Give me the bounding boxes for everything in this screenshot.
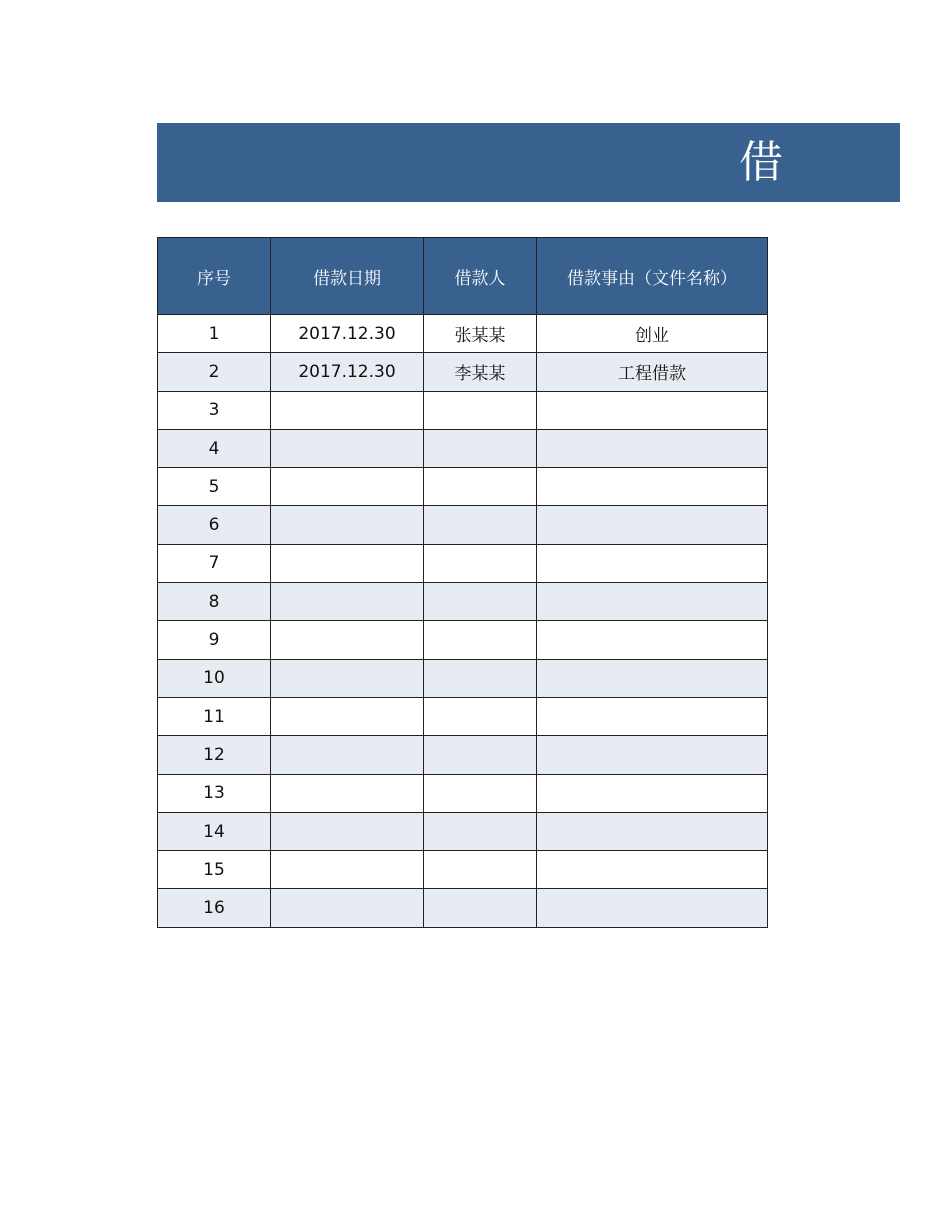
column-header-borrower: 借款人 xyxy=(424,238,537,315)
cell-borrower[interactable] xyxy=(424,812,537,850)
cell-borrower[interactable] xyxy=(424,659,537,697)
cell-index[interactable]: 5 xyxy=(158,468,271,506)
cell-index[interactable]: 15 xyxy=(158,851,271,889)
cell-index[interactable]: 11 xyxy=(158,697,271,735)
table-row xyxy=(158,391,768,429)
table-row xyxy=(158,736,768,774)
cell-index[interactable]: 13 xyxy=(158,774,271,812)
cell-reason[interactable] xyxy=(537,544,768,582)
cell-reason[interactable]: 创业 xyxy=(537,315,768,353)
cell-loan-date[interactable] xyxy=(271,697,424,735)
cell-reason[interactable] xyxy=(537,391,768,429)
cell-borrower[interactable]: 张某某 xyxy=(424,315,537,353)
cell-index[interactable]: 10 xyxy=(158,659,271,697)
cell-loan-date[interactable]: 2017.12.30 xyxy=(271,315,424,353)
cell-loan-date[interactable] xyxy=(271,583,424,621)
table-row xyxy=(158,544,768,582)
cell-borrower[interactable] xyxy=(424,697,537,735)
table-row xyxy=(158,468,768,506)
cell-index[interactable]: 16 xyxy=(158,889,271,927)
cell-index[interactable]: 1 xyxy=(158,315,271,353)
cell-borrower[interactable] xyxy=(424,621,537,659)
cell-loan-date[interactable] xyxy=(271,659,424,697)
cell-reason[interactable] xyxy=(537,889,768,927)
cell-loan-date[interactable] xyxy=(271,429,424,467)
table-body xyxy=(158,315,768,928)
cell-index[interactable]: 6 xyxy=(158,506,271,544)
cell-loan-date[interactable] xyxy=(271,391,424,429)
cell-loan-date[interactable] xyxy=(271,544,424,582)
table-row xyxy=(158,889,768,927)
cell-loan-date[interactable] xyxy=(271,468,424,506)
cell-borrower[interactable] xyxy=(424,774,537,812)
table-row xyxy=(158,621,768,659)
table-row xyxy=(158,429,768,467)
table-row xyxy=(158,353,768,391)
cell-loan-date[interactable] xyxy=(271,851,424,889)
cell-borrower[interactable] xyxy=(424,736,537,774)
column-header-loan-date: 借款日期 xyxy=(271,238,424,315)
page-title: 借 xyxy=(739,137,783,188)
cell-reason[interactable] xyxy=(537,506,768,544)
column-header-index: 序号 xyxy=(158,238,271,315)
cell-loan-date[interactable] xyxy=(271,736,424,774)
table-row xyxy=(158,506,768,544)
cell-index[interactable]: 12 xyxy=(158,736,271,774)
table-row xyxy=(158,812,768,850)
cell-index[interactable]: 9 xyxy=(158,621,271,659)
table-row xyxy=(158,315,768,353)
table-row xyxy=(158,583,768,621)
cell-index[interactable]: 7 xyxy=(158,544,271,582)
cell-reason[interactable] xyxy=(537,621,768,659)
cell-borrower[interactable] xyxy=(424,544,537,582)
cell-reason[interactable] xyxy=(537,659,768,697)
cell-borrower[interactable] xyxy=(424,429,537,467)
cell-loan-date[interactable] xyxy=(271,889,424,927)
cell-reason[interactable] xyxy=(537,812,768,850)
table-row xyxy=(158,851,768,889)
loan-ledger-table xyxy=(157,237,768,928)
table-row xyxy=(158,697,768,735)
cell-index[interactable]: 3 xyxy=(158,391,271,429)
cell-reason[interactable] xyxy=(537,429,768,467)
table-row xyxy=(158,659,768,697)
cell-loan-date[interactable]: 2017.12.30 xyxy=(271,353,424,391)
cell-index[interactable]: 2 xyxy=(158,353,271,391)
cell-reason[interactable]: 工程借款 xyxy=(537,353,768,391)
cell-borrower[interactable]: 李某某 xyxy=(424,353,537,391)
cell-reason[interactable] xyxy=(537,851,768,889)
cell-borrower[interactable] xyxy=(424,889,537,927)
cell-index[interactable]: 14 xyxy=(158,812,271,850)
cell-loan-date[interactable] xyxy=(271,506,424,544)
cell-borrower[interactable] xyxy=(424,506,537,544)
cell-reason[interactable] xyxy=(537,774,768,812)
cell-reason[interactable] xyxy=(537,468,768,506)
cell-loan-date[interactable] xyxy=(271,774,424,812)
cell-borrower[interactable] xyxy=(424,851,537,889)
cell-reason[interactable] xyxy=(537,736,768,774)
cell-loan-date[interactable] xyxy=(271,812,424,850)
table-header-row xyxy=(158,238,768,315)
cell-borrower[interactable] xyxy=(424,468,537,506)
cell-index[interactable]: 8 xyxy=(158,583,271,621)
column-header-reason: 借款事由（文件名称） xyxy=(537,238,768,315)
title-banner xyxy=(157,123,900,202)
cell-loan-date[interactable] xyxy=(271,621,424,659)
table-row xyxy=(158,774,768,812)
cell-index[interactable]: 4 xyxy=(158,429,271,467)
cell-borrower[interactable] xyxy=(424,583,537,621)
cell-borrower[interactable] xyxy=(424,391,537,429)
cell-reason[interactable] xyxy=(537,697,768,735)
cell-reason[interactable] xyxy=(537,583,768,621)
